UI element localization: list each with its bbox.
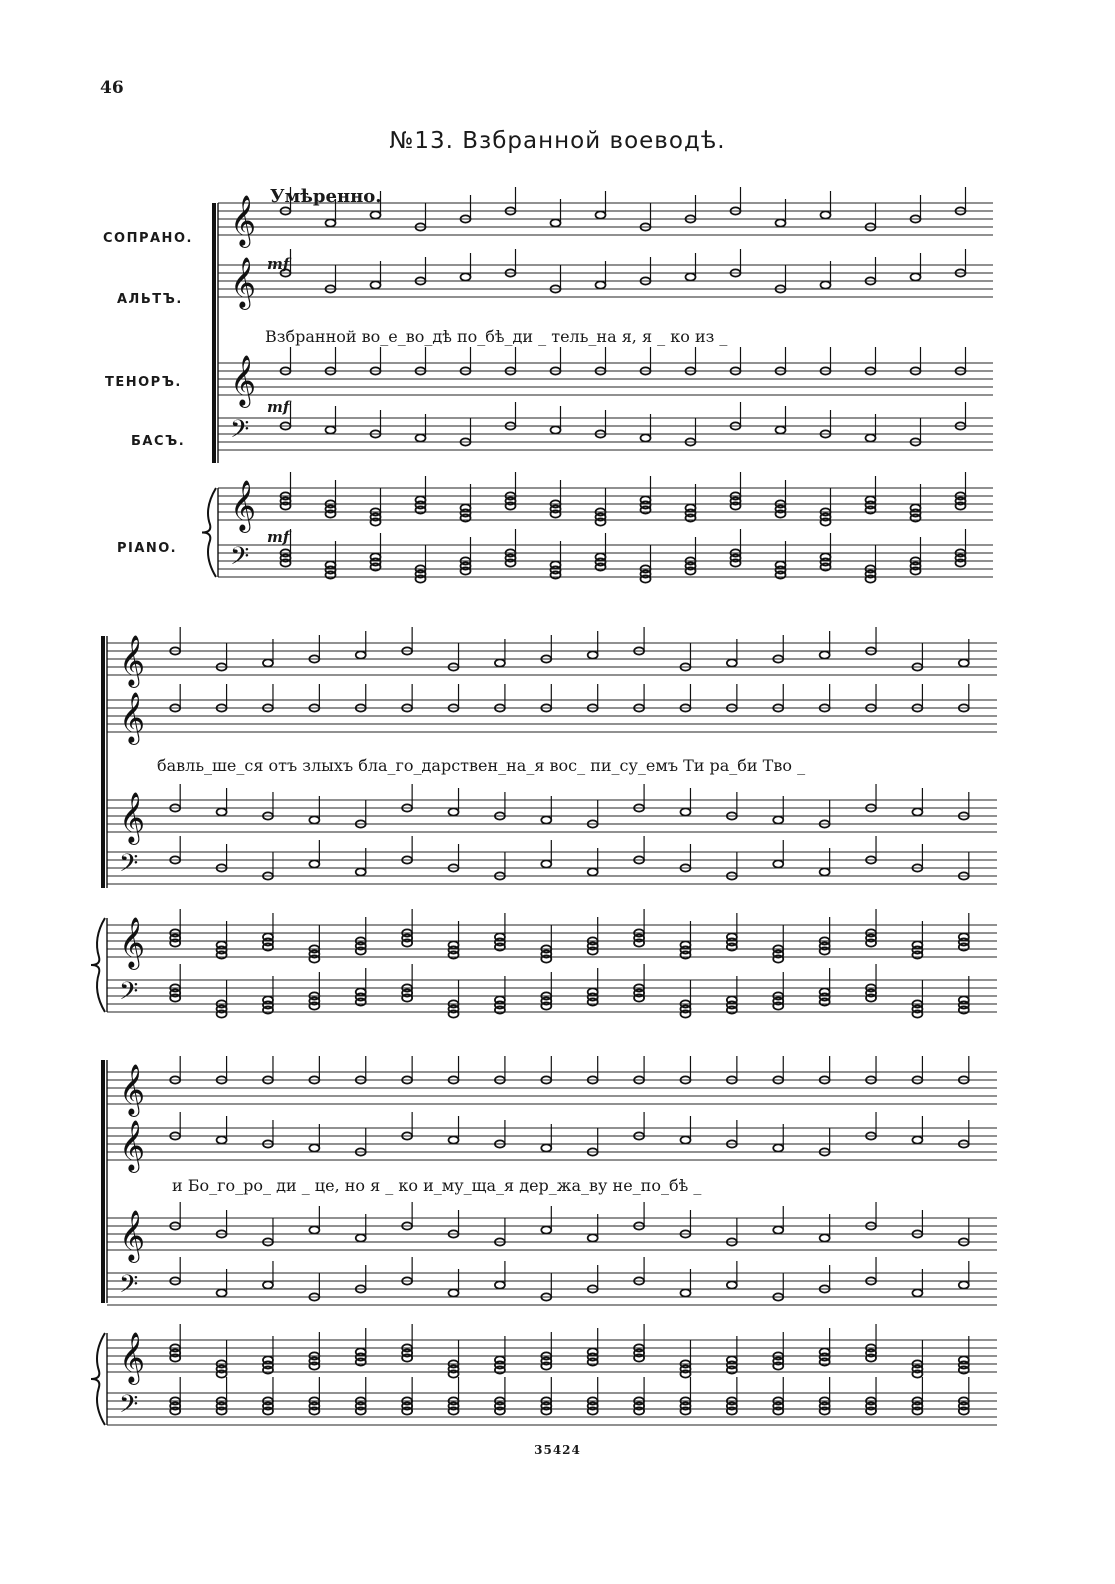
notehead xyxy=(956,559,966,566)
treble-clef-icon: 𝄞 xyxy=(119,692,146,743)
notehead xyxy=(495,1006,505,1013)
notehead xyxy=(170,1354,180,1361)
notehead xyxy=(449,1407,459,1414)
voice-label-tenor: ТЕНОРЪ. xyxy=(105,375,182,390)
treble-clef-icon: 𝄞 xyxy=(230,355,257,406)
notehead xyxy=(416,434,426,441)
notehead xyxy=(911,514,921,521)
notehead xyxy=(634,1407,644,1414)
notehead xyxy=(281,502,291,509)
notehead xyxy=(680,1010,690,1017)
tempo-marking: Умѣренно. xyxy=(270,186,382,207)
notehead xyxy=(956,502,966,509)
notehead xyxy=(309,816,319,823)
notehead xyxy=(641,575,651,582)
notehead xyxy=(416,506,426,513)
notehead xyxy=(773,1362,783,1369)
notehead xyxy=(495,659,505,666)
notehead xyxy=(541,860,551,867)
bass-clef-icon: 𝄢 xyxy=(230,542,250,577)
notehead xyxy=(727,1407,737,1414)
notehead xyxy=(263,943,273,950)
notehead xyxy=(821,211,831,218)
notehead xyxy=(217,1136,227,1143)
notehead xyxy=(773,816,783,823)
notehead xyxy=(263,1366,273,1373)
notehead xyxy=(371,518,381,525)
notehead xyxy=(820,1407,830,1414)
notehead xyxy=(641,434,651,441)
notehead xyxy=(680,1370,690,1377)
notehead xyxy=(309,1407,319,1414)
notehead xyxy=(326,571,336,578)
notehead xyxy=(356,998,366,1005)
notehead xyxy=(588,1234,598,1241)
notehead xyxy=(821,518,831,525)
notehead xyxy=(541,955,551,962)
notehead xyxy=(866,506,876,513)
notehead xyxy=(959,943,969,950)
piano-brace xyxy=(91,1333,105,1425)
notehead xyxy=(371,211,381,218)
notehead xyxy=(309,955,319,962)
notehead xyxy=(776,219,786,226)
notehead xyxy=(641,506,651,513)
notehead xyxy=(820,868,830,875)
lyrics-system-3: и Бо_го_ро_ ди _ це, но я _ ко и_му_ща_я дер_жа_ву не_по_бѣ _ xyxy=(172,1176,702,1195)
notehead xyxy=(461,273,471,280)
notehead xyxy=(356,1234,366,1241)
notehead xyxy=(680,1136,690,1143)
notehead xyxy=(727,943,737,950)
notehead xyxy=(309,1362,319,1369)
notehead xyxy=(281,559,291,566)
notehead xyxy=(634,1354,644,1361)
treble-clef-icon: 𝄞 xyxy=(119,792,146,843)
notehead xyxy=(326,426,336,433)
notehead xyxy=(402,1407,412,1414)
bass-clef-icon: 𝄢 xyxy=(119,849,139,884)
notehead xyxy=(959,1006,969,1013)
notehead xyxy=(773,1407,783,1414)
notehead xyxy=(588,1358,598,1365)
notehead xyxy=(820,998,830,1005)
treble-clef-icon: 𝄞 xyxy=(119,1120,146,1171)
notehead xyxy=(309,860,319,867)
notehead xyxy=(588,651,598,658)
bass-clef-icon: 𝄢 xyxy=(119,977,139,1012)
notehead xyxy=(170,994,180,1001)
notehead xyxy=(541,1226,551,1233)
notehead xyxy=(449,1010,459,1017)
notehead xyxy=(820,651,830,658)
notehead xyxy=(727,1281,737,1288)
dynamic-tenor: mf xyxy=(267,398,290,416)
notehead xyxy=(551,426,561,433)
notehead xyxy=(912,1010,922,1017)
notehead xyxy=(776,571,786,578)
notehead xyxy=(634,994,644,1001)
notehead xyxy=(727,1366,737,1373)
voice-label-alto: АЛЬТЪ. xyxy=(117,292,183,307)
notehead xyxy=(866,575,876,582)
bass-clef-icon: 𝄢 xyxy=(119,1270,139,1305)
treble-clef-icon: 𝄞 xyxy=(230,195,257,246)
notehead xyxy=(309,1144,319,1151)
lyrics-system-1: Взбранной во_е_во_дѣ по_бѣ_ди _ тель_на я, я _ ко из _ xyxy=(265,327,728,346)
notehead xyxy=(217,951,227,958)
plate-number: 35424 xyxy=(534,1443,581,1457)
notehead xyxy=(217,808,227,815)
notehead xyxy=(495,943,505,950)
voice-label-bass: БАСЪ. xyxy=(131,434,186,449)
notehead xyxy=(912,1407,922,1414)
notehead xyxy=(773,1144,783,1151)
piano-brace xyxy=(91,918,105,1012)
treble-clef-icon: 𝄞 xyxy=(230,480,257,531)
notehead xyxy=(866,994,876,1001)
notehead xyxy=(449,1136,459,1143)
notehead xyxy=(680,808,690,815)
notehead xyxy=(821,563,831,570)
notehead xyxy=(866,939,876,946)
notehead xyxy=(911,273,921,280)
notehead xyxy=(551,219,561,226)
notehead xyxy=(449,1370,459,1377)
notehead xyxy=(588,1407,598,1414)
notehead xyxy=(551,510,561,517)
notehead xyxy=(820,947,830,954)
notehead xyxy=(217,1407,227,1414)
notehead xyxy=(263,1407,273,1414)
notehead xyxy=(356,947,366,954)
piece-title: №13. Взбранной воеводѣ. xyxy=(389,128,726,154)
notehead xyxy=(170,939,180,946)
notehead xyxy=(596,281,606,288)
notehead xyxy=(371,563,381,570)
notehead xyxy=(866,434,876,441)
notehead xyxy=(588,947,598,954)
notehead xyxy=(309,1226,319,1233)
notehead xyxy=(820,1358,830,1365)
bass-clef-icon: 𝄢 xyxy=(119,1390,139,1425)
notehead xyxy=(495,1281,505,1288)
notehead xyxy=(912,808,922,815)
notehead xyxy=(541,816,551,823)
voice-label-piano: PIANO. xyxy=(117,541,178,556)
bass-clef-icon: 𝄢 xyxy=(230,415,250,450)
notehead xyxy=(680,951,690,958)
notehead xyxy=(506,502,516,509)
notehead xyxy=(402,939,412,946)
dynamic-piano: mf xyxy=(267,528,290,546)
notehead xyxy=(326,510,336,517)
notehead xyxy=(551,571,561,578)
notehead xyxy=(596,518,606,525)
notehead xyxy=(912,1289,922,1296)
notehead xyxy=(356,1407,366,1414)
notehead xyxy=(217,1370,227,1377)
notehead xyxy=(686,514,696,521)
notehead xyxy=(773,955,783,962)
notehead xyxy=(821,281,831,288)
treble-clef-icon: 𝄞 xyxy=(119,1332,146,1383)
treble-clef-icon: 𝄞 xyxy=(119,917,146,968)
notehead xyxy=(773,860,783,867)
notehead xyxy=(461,567,471,574)
notehead xyxy=(959,1281,969,1288)
notehead xyxy=(731,502,741,509)
notehead xyxy=(356,1358,366,1365)
notehead xyxy=(170,1407,180,1414)
notehead xyxy=(727,1006,737,1013)
notehead xyxy=(371,281,381,288)
treble-clef-icon: 𝄞 xyxy=(230,257,257,308)
notehead xyxy=(263,1281,273,1288)
notehead xyxy=(731,559,741,566)
notehead xyxy=(461,514,471,521)
notehead xyxy=(402,1354,412,1361)
treble-clef-icon: 𝄞 xyxy=(119,1210,146,1261)
notehead xyxy=(217,1289,227,1296)
notehead xyxy=(911,567,921,574)
notehead xyxy=(495,1366,505,1373)
treble-clef-icon: 𝄞 xyxy=(119,635,146,686)
notehead xyxy=(356,868,366,875)
notehead xyxy=(402,994,412,1001)
notehead xyxy=(541,1002,551,1009)
notehead xyxy=(776,426,786,433)
notehead xyxy=(686,273,696,280)
dynamic-soprano: mf xyxy=(267,255,290,273)
notehead xyxy=(596,563,606,570)
notehead xyxy=(326,219,336,226)
notehead xyxy=(776,510,786,517)
notehead xyxy=(541,1144,551,1151)
lyrics-system-2: бавль_ше_ся отъ злыхъ бла_го_дарствен_на_я вос_ пи_су_емъ Ти ра_би Тво _ xyxy=(157,756,806,775)
notehead xyxy=(449,1289,459,1296)
treble-clef-icon: 𝄞 xyxy=(119,1064,146,1115)
notehead xyxy=(588,998,598,1005)
notehead xyxy=(596,211,606,218)
notehead xyxy=(820,1234,830,1241)
page-number: 46 xyxy=(100,78,124,98)
notehead xyxy=(773,1226,783,1233)
notehead xyxy=(912,951,922,958)
notehead xyxy=(495,1407,505,1414)
notehead xyxy=(912,1136,922,1143)
notehead xyxy=(866,1354,876,1361)
notehead xyxy=(686,567,696,574)
voice-label-soprano: СОПРАНО. xyxy=(103,231,193,246)
notehead xyxy=(959,1366,969,1373)
notehead xyxy=(959,659,969,666)
notehead xyxy=(263,1006,273,1013)
notehead xyxy=(263,659,273,666)
notehead xyxy=(912,1370,922,1377)
notehead xyxy=(541,1407,551,1414)
notehead xyxy=(541,1362,551,1369)
notehead xyxy=(680,1407,690,1414)
notehead xyxy=(449,951,459,958)
notehead xyxy=(680,1289,690,1296)
notehead xyxy=(727,659,737,666)
notehead xyxy=(309,1002,319,1009)
notehead xyxy=(773,1002,783,1009)
notehead xyxy=(416,575,426,582)
notehead xyxy=(449,808,459,815)
notehead xyxy=(588,868,598,875)
notehead xyxy=(634,939,644,946)
notehead xyxy=(506,559,516,566)
piano-brace xyxy=(202,488,216,577)
notehead xyxy=(959,1407,969,1414)
notehead xyxy=(866,1407,876,1414)
notehead xyxy=(217,1010,227,1017)
notehead xyxy=(356,651,366,658)
